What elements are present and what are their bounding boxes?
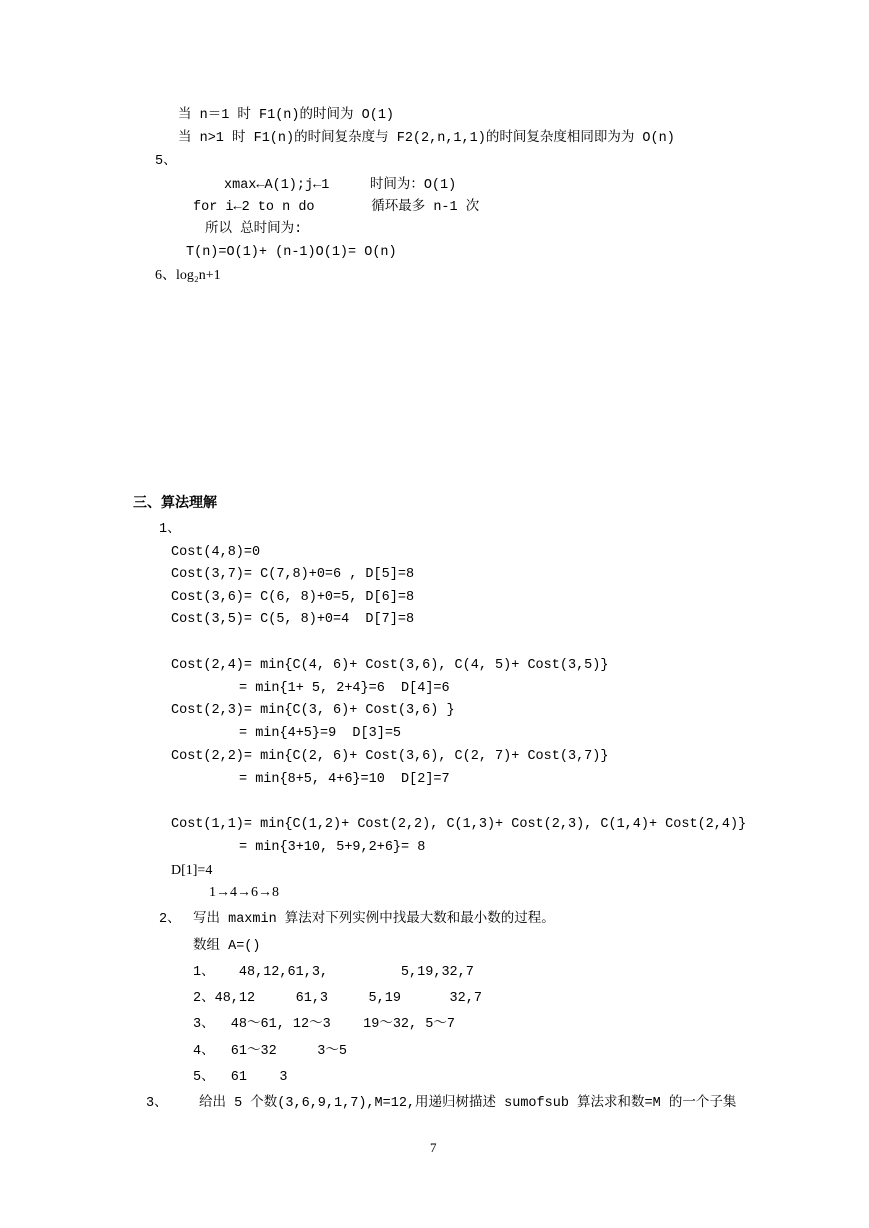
text-line: T(n)=O(1)+ (n-1)O(1)= O(n): [186, 245, 397, 260]
text-line: 4、 61～32 3～5: [193, 1044, 347, 1059]
page-number: 7: [430, 1140, 437, 1155]
text-line: 当 n>1 时 F1(n)的时间复杂度与 F2(2,n,1,1)的时间复杂度相同即为为 O(n): [178, 131, 675, 146]
text-line: D[1]=4: [171, 863, 213, 878]
text-line: 2、48,12 61,3 5,19 32,7: [193, 991, 482, 1006]
text-line: = min{8+5, 4+6}=10 D[2]=7: [239, 772, 450, 787]
text-line: xmax←A(1);j←1 时间为：O(1): [224, 178, 457, 193]
text-line: 3、 48～61, 12～3 19～32, 5～7: [193, 1017, 455, 1032]
question-label: 1、: [159, 522, 181, 537]
question-text: 给出 5 个数(3,6,9,1,7),M=12,用递归树描述 sumofsub 算法求和数=M 的一个子集: [199, 1096, 737, 1111]
item-label: 5、: [155, 154, 177, 169]
text-line: Cost(4,8)=0: [171, 545, 261, 560]
text-line: = min{1+ 5, 2+4}=6 D[4]=6: [239, 681, 450, 696]
text-line: 所以 总时间为:: [205, 222, 303, 237]
text-line: = min{4+5}=9 D[3]=5: [239, 726, 402, 741]
text-line: Cost(3,7)= C(7,8)+0=6 , D[5]=8: [171, 567, 415, 582]
text-line: for i←2 to n do 循环最多 n-1 次: [193, 200, 480, 215]
question-title: 写出 maxmin 算法对下列实例中找最大数和最小数的过程。: [193, 912, 555, 927]
path-line: 1→4→6→8: [209, 885, 279, 900]
question-label: 2、: [159, 912, 181, 927]
text-line: Cost(2,4)= min{C(4, 6)+ Cost(3,6), C(4, 5)+ Cost(3,5)}: [171, 658, 609, 673]
text-line: Cost(2,2)= min{C(2, 6)+ Cost(3,6), C(2, 7)+ Cost(3,7)}: [171, 749, 609, 764]
text-line: Cost(3,6)= C(6, 8)+0=5, D[6]=8: [171, 590, 415, 605]
text-line: 数组 A=(): [193, 939, 261, 954]
text-line: Cost(2,3)= min{C(3, 6)+ Cost(3,6) }: [171, 703, 455, 718]
question-label: 3、: [146, 1096, 168, 1111]
text-line: 当 n＝1 时 F1(n)的时间为 O(1): [178, 108, 395, 123]
text-line: 5、 61 3: [193, 1070, 288, 1085]
section-heading: 三、算法理解: [133, 495, 217, 511]
text-line: Cost(1,1)= min{C(1,2)+ Cost(2,2), C(1,3)+ Cost(2,3), C(1,4)+ Cost(2,4)}: [171, 817, 747, 832]
text-line: = min{3+10, 5+9,2+6}= 8: [239, 840, 426, 855]
text-line: Cost(3,5)= C(5, 8)+0=4 D[7]=8: [171, 612, 415, 627]
text-line: 6、log₂n+1: [155, 268, 221, 283]
text-line: 1、 48,12,61,3, 5,19,32,7: [193, 965, 474, 980]
